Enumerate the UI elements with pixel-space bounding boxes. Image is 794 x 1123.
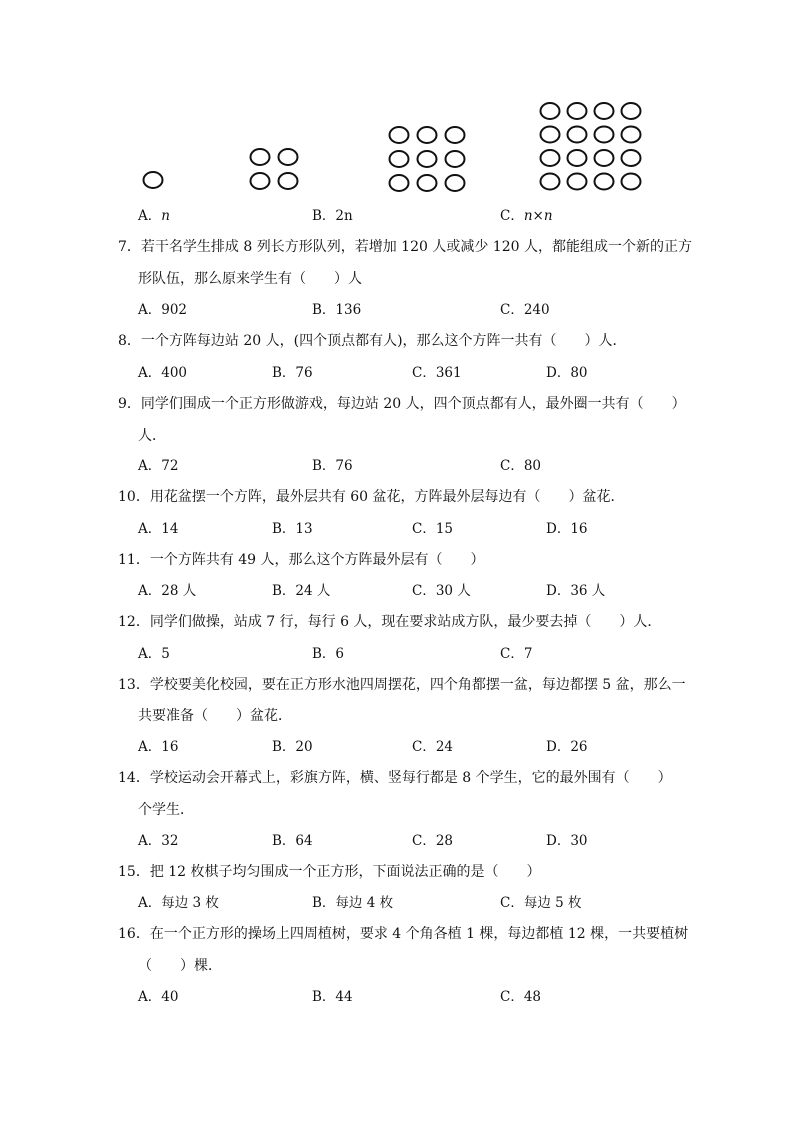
q7-text-line2: 形队伍，那么原来学生有（ ）人 xyxy=(138,271,362,287)
q9-option-b: B．76 xyxy=(312,458,353,474)
pattern-4-circle xyxy=(622,103,641,119)
q15-option-b: B．每边 4 枚 xyxy=(312,895,394,911)
q16-option-c: C．48 xyxy=(500,989,542,1005)
pattern-1-circle xyxy=(144,172,163,188)
q16-text-line1: 16．在一个正方形的操场上四周植树，要求 4 个角各植 1 棵，每边都植 12 棵，一共要植树 xyxy=(118,926,689,942)
q16-text-line2: （ ）棵． xyxy=(138,958,222,974)
q7-option-a: A．902 xyxy=(138,302,188,318)
q10-option-d: D．16 xyxy=(546,521,588,537)
q10-text-line1: 10．用花盆摆一个方阵，最外层共有 60 盆花，方阵最外层每边有（ ）盆花． xyxy=(118,489,625,505)
pattern-4-circle xyxy=(595,103,614,119)
pattern-4-circle xyxy=(595,127,614,143)
pattern-4-circle xyxy=(622,174,641,190)
pattern-3-circle xyxy=(418,127,437,143)
pattern-2-circle xyxy=(251,149,270,165)
q14-option-b: B．64 xyxy=(272,833,313,849)
pattern-4-circle xyxy=(568,174,587,190)
q14-option-c: C．28 xyxy=(412,833,454,849)
q13-text-line2: 共要准备（ ）盆花． xyxy=(138,708,292,724)
q13-option-c: C．24 xyxy=(412,739,454,755)
q8-text-line1: 8．一个方阵每边站 20 人，(四个顶点都有人)，那么这个方阵一共有（ ）人． xyxy=(118,333,627,349)
pattern-2-circle xyxy=(279,173,298,189)
q11-option-a: A．28 人 xyxy=(138,583,197,599)
q9-text-line2: 人． xyxy=(138,428,166,444)
circle-pattern-figure xyxy=(0,0,794,200)
pattern-3-circle xyxy=(390,127,409,143)
q14-option-d: D．30 xyxy=(546,833,588,849)
q14-option-a: A．32 xyxy=(138,833,179,849)
q8-option-d: D．80 xyxy=(546,365,588,381)
q11-option-c: C．30 人 xyxy=(412,583,471,599)
pattern-4-circle xyxy=(568,127,587,143)
pattern-4-circle xyxy=(622,127,641,143)
q10-option-b: B．13 xyxy=(272,521,313,537)
q8-option-b: B．76 xyxy=(272,365,313,381)
pattern-4-circle xyxy=(595,150,614,166)
pattern-4-circle xyxy=(595,174,614,190)
pattern-3-circle xyxy=(390,151,409,167)
pattern-2-circle xyxy=(251,173,270,189)
pattern-4-circle xyxy=(622,150,641,166)
q12-option-a: A．5 xyxy=(138,646,170,662)
pattern-4-circle xyxy=(541,150,560,166)
q8-option-a: A．400 xyxy=(138,365,188,381)
pattern-3-circle xyxy=(446,175,465,191)
q13-text-line1: 13．学校要美化校园，要在正方形水池四周摆花，四个角都摆一盆，每边都摆 5 盆，那么一 xyxy=(118,677,686,693)
q11-text-line1: 11．一个方阵共有 49 人，那么这个方阵最外层有（ ） xyxy=(118,552,485,568)
q15-text-line1: 15．把 12 枚棋子均匀围成一个正方形，下面说法正确的是（ ） xyxy=(118,864,541,880)
q15-option-c: C．每边 5 枚 xyxy=(500,895,582,911)
pattern-4-circle xyxy=(541,103,560,119)
q12-option-b: B．6 xyxy=(312,646,345,662)
q9-option-c: C．80 xyxy=(500,458,542,474)
q6-option-b: B．2n xyxy=(312,208,353,224)
q7-text-line1: 7．若干名学生排成 8 列长方形队列，若增加 120 人或减少 120 人，都能组成一个新的正方 xyxy=(118,239,692,255)
q12-option-c: C．7 xyxy=(500,646,533,662)
pattern-3-circle xyxy=(418,175,437,191)
q6-option-c: C．n×n xyxy=(500,208,553,224)
q7-option-b: B．136 xyxy=(312,302,362,318)
pattern-3-circle xyxy=(446,127,465,143)
q10-option-a: A．14 xyxy=(138,521,179,537)
q11-option-b: B．24 人 xyxy=(272,583,331,599)
pattern-4-circle xyxy=(541,174,560,190)
q6-option-a: A．n xyxy=(138,208,170,224)
q11-option-d: D．36 人 xyxy=(546,583,606,599)
q8-option-c: C．361 xyxy=(412,365,462,381)
q15-option-a: A．每边 3 枚 xyxy=(138,895,219,911)
q13-option-d: D．26 xyxy=(546,739,588,755)
pattern-3-circle xyxy=(390,175,409,191)
q13-option-a: A．16 xyxy=(138,739,179,755)
pattern-4-circle xyxy=(568,150,587,166)
q10-option-c: C．15 xyxy=(412,521,454,537)
q9-text-line1: 9．同学们围成一个正方形做游戏，每边站 20 人，四个顶点都有人，最外圈一共有（ ） xyxy=(118,396,686,412)
q12-text-line1: 12．同学们做操，站成 7 行，每行 6 人，现在要求站成方队，最少要去掉（ ）人． xyxy=(118,614,662,630)
q7-option-c: C．240 xyxy=(500,302,550,318)
q14-text-line2: 个学生． xyxy=(138,802,194,818)
q16-option-a: A．40 xyxy=(138,989,179,1005)
pattern-3-circle xyxy=(418,151,437,167)
circle-pattern-svg xyxy=(0,0,794,200)
pattern-2-circle xyxy=(279,149,298,165)
pattern-4-circle xyxy=(541,127,560,143)
q13-option-b: B．20 xyxy=(272,739,313,755)
pattern-3-circle xyxy=(446,151,465,167)
q9-option-a: A．72 xyxy=(138,458,179,474)
q16-option-b: B．44 xyxy=(312,989,353,1005)
q14-text-line1: 14．学校运动会开幕式上，彩旗方阵，横、竖每行都是 8 个学生，它的最外围有（ ） xyxy=(118,770,672,786)
pattern-4-circle xyxy=(568,103,587,119)
